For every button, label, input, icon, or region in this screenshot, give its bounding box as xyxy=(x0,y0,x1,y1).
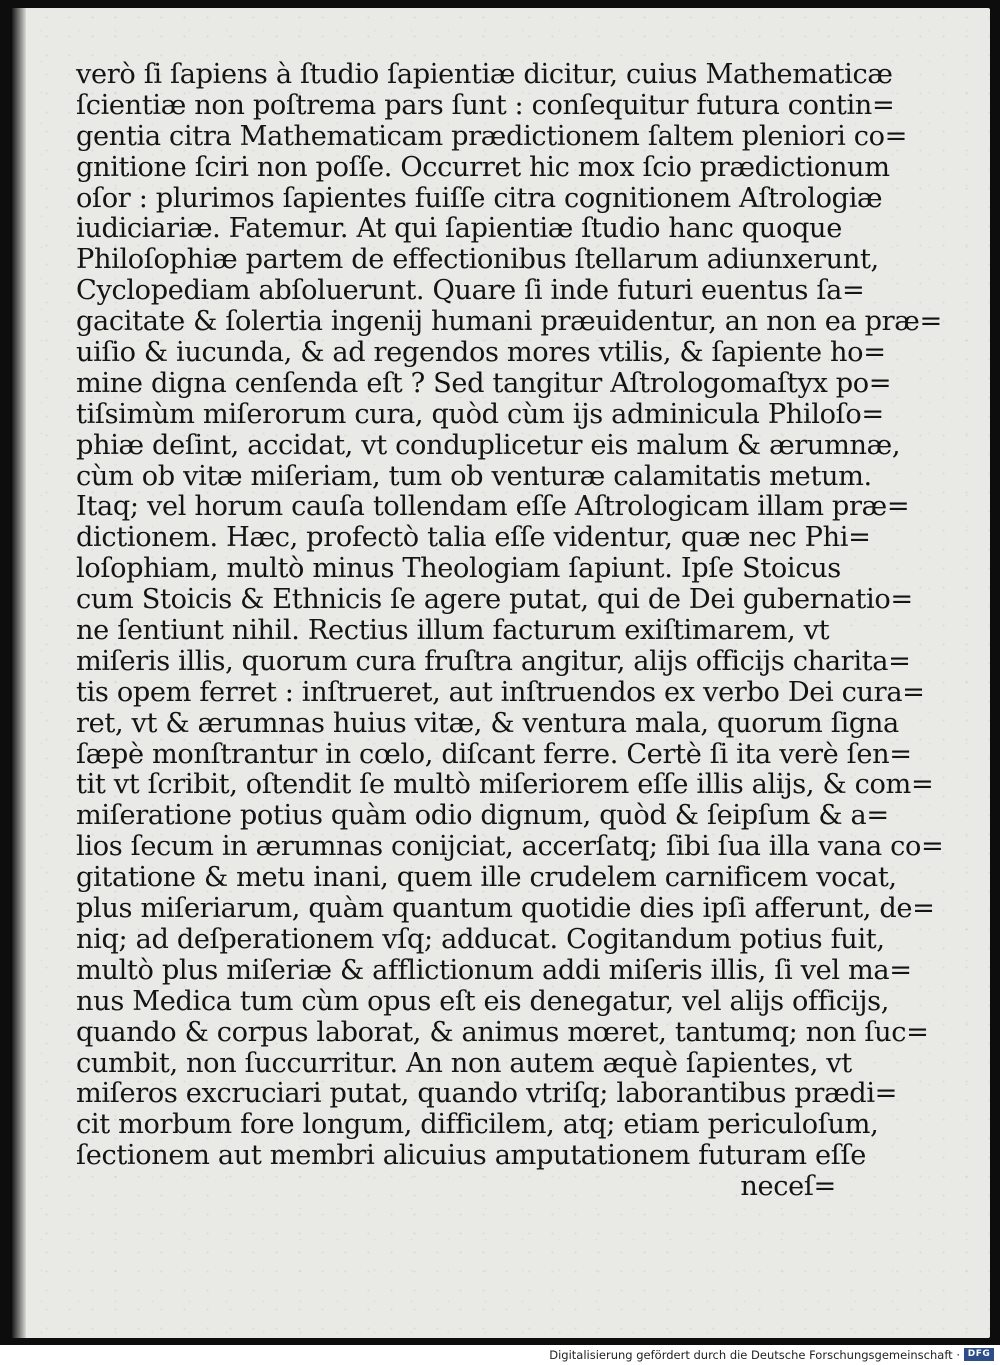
text-line: phiæ deſint, accidat, vt conduplicetur eis malum & ærumnæ, xyxy=(76,429,901,461)
page-edge-shadow xyxy=(12,8,26,1338)
text-line: cit morbum fore longum, difficilem, atq; etiam periculoſum, xyxy=(76,1109,879,1141)
text-line: dictionem. Hæc, profectò talia eſſe videntur, quæ nec Phi= xyxy=(76,522,871,554)
text-line: gitatione & metu inani, quem ille crudelem carnificem vocat, xyxy=(76,862,897,894)
text-line: ſectionem aut membri alicuius amputationem futuram eſſe xyxy=(76,1140,866,1172)
text-line: gentia citra Mathematicam prædictionem ſaltem pleniori co= xyxy=(76,120,908,152)
scanned-page xyxy=(12,8,990,1338)
text-line: plus miſeriarum, quàm quantum quotidie dies ipſi afferunt, de= xyxy=(76,893,935,925)
text-line: miſeris illis, quorum cura fruſtra angitur, alijs officijs charita= xyxy=(76,645,911,677)
text-line: tiſsimùm miſerorum cura, quòd cùm ijs adminicula Philoſo= xyxy=(76,398,884,430)
text-line: mine digna cenſenda eſt ? Sed tangitur Aſtrologomaſtyx po= xyxy=(76,367,892,399)
text-line: gnitione ſciri non poſſe. Occurret hic mox ſcio prædictionum xyxy=(76,151,890,183)
dfg-logo-icon[interactable]: DFG xyxy=(964,1348,994,1361)
text-line: Philoſophiæ partem de effectionibus ſtellarum adiunxerunt, xyxy=(76,244,879,276)
text-line: niq; ad deſperationem vſq; adducat. Cogitandum potius fuit, xyxy=(76,923,885,955)
footer-bar xyxy=(0,1345,1000,1365)
text-line: lios ſecum in ærumnas conijciat, accerſatq; ſibi ſua illa vana co= xyxy=(76,831,944,863)
body-text xyxy=(76,59,944,1203)
text-line: miſeros excruciari putat, quando vtriſq; laborantibus prædi= xyxy=(76,1078,898,1110)
text-line: quando & corpus laborat, & animus mœret, tantumq; non ſuc= xyxy=(76,1016,929,1048)
text-line: cùm ob vitæ miſeriam, tum ob venturæ calamitatis metum. xyxy=(76,460,872,492)
text-line: gacitate & ſolertia ingenij humani præuidentur, an non ea præ= xyxy=(76,306,942,338)
catchword: neceſ= xyxy=(740,1171,836,1203)
text-line: ſæpè monſtrantur in cœlo, diſcant ferre. Certè ſi ita verè ſen= xyxy=(76,738,912,770)
text-line: iudiciariæ. Fatemur. At qui ſapientiæ ſtudio hanc quoque xyxy=(76,213,842,245)
text-line: nus Medica tum cùm opus eſt eis denegatur, vel alijs officijs, xyxy=(76,985,889,1017)
funding-credit: Digitalisierung gefördert durch die Deutsche Forschungsgemeinschaft · xyxy=(549,1348,960,1362)
text-line: cum Stoicis & Ethnicis ſe agere putat, qui de Dei gubernatio= xyxy=(76,584,913,616)
text-line: tis opem ferret : inſtrueret, aut inſtruendos ex verbo Dei cura= xyxy=(76,676,925,708)
text-line: multò plus miſeriæ & afflictionum addi miſeris illis, ſi vel ma= xyxy=(76,954,912,986)
text-line: Cyclopediam abſoluerunt. Quare ſi inde futuri euentus ſa= xyxy=(76,275,865,307)
text-line: miſeratione potius quàm odio dignum, quòd & ſeipſum & a= xyxy=(76,800,889,832)
text-line: tit vt ſcribit, oſtendit ſe multò miſeriorem eſſe illis alijs, & com= xyxy=(76,769,934,801)
text-line: Itaq; vel horum cauſa tollendam eſſe Aſtrologicam illam præ= xyxy=(76,491,910,523)
text-line: ne ſentiunt nihil. Rectius illum facturum exiſtimarem, vt xyxy=(76,615,830,647)
text-line: ſcientiæ non poſtrema pars ſunt : conſequitur futura contin= xyxy=(76,89,895,121)
text-line: loſophiam, multò minus Theologiam ſapiunt. Ipſe Stoicus xyxy=(76,553,841,585)
text-line: oſor : plurimos ſapientes fuiſſe citra cognitionem Aſtrologiæ xyxy=(76,182,883,214)
text-line: uiſio & iucunda, & ad regendos mores vtilis, & ſapiente ho= xyxy=(76,337,886,369)
text-line: cumbit, non ſuccurritur. An non autem æquè ſapientes, vt xyxy=(76,1047,852,1079)
text-line: ret, vt & ærumnas huius vitæ, & ventura mala, quorum ſigna xyxy=(76,707,899,739)
text-line: verò ſi ſapiens à ſtudio ſapientiæ dicitur, cuius Mathematicæ xyxy=(76,59,893,90)
